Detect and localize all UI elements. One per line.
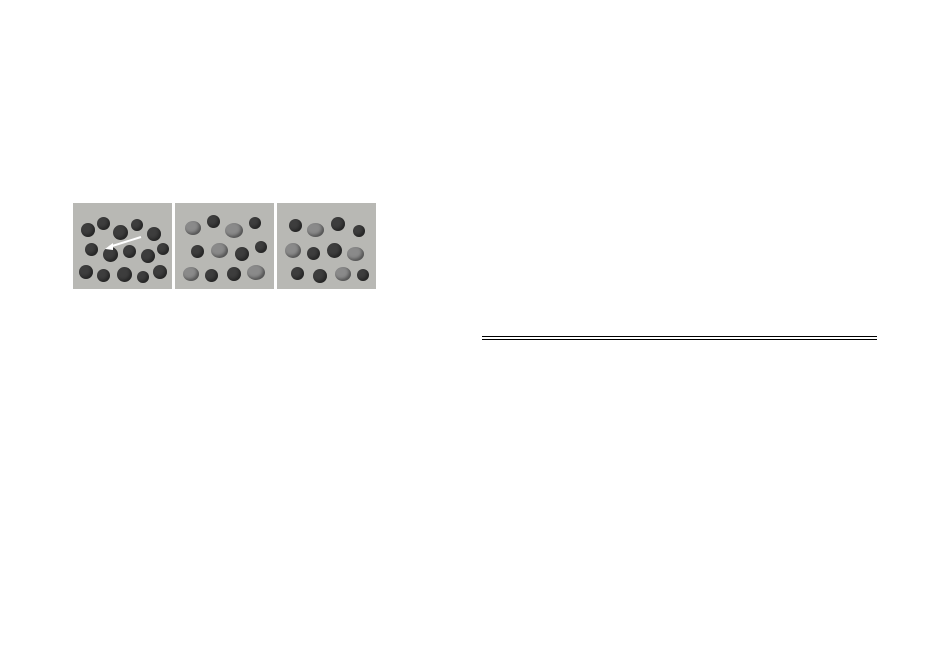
micrograph-a (73, 203, 172, 289)
figure-1 (73, 64, 468, 200)
micrograph-b (175, 203, 274, 289)
micrograph-c (277, 203, 376, 289)
figure-4-chart (482, 208, 877, 336)
figure-3-chart (482, 64, 877, 208)
left-column (73, 62, 468, 292)
right-column (482, 64, 877, 342)
figure-2 (73, 203, 468, 289)
table-2-cell (606, 340, 742, 343)
table-2-row-label (482, 340, 606, 343)
table-2 (482, 336, 877, 342)
table-2-cell (742, 340, 878, 343)
